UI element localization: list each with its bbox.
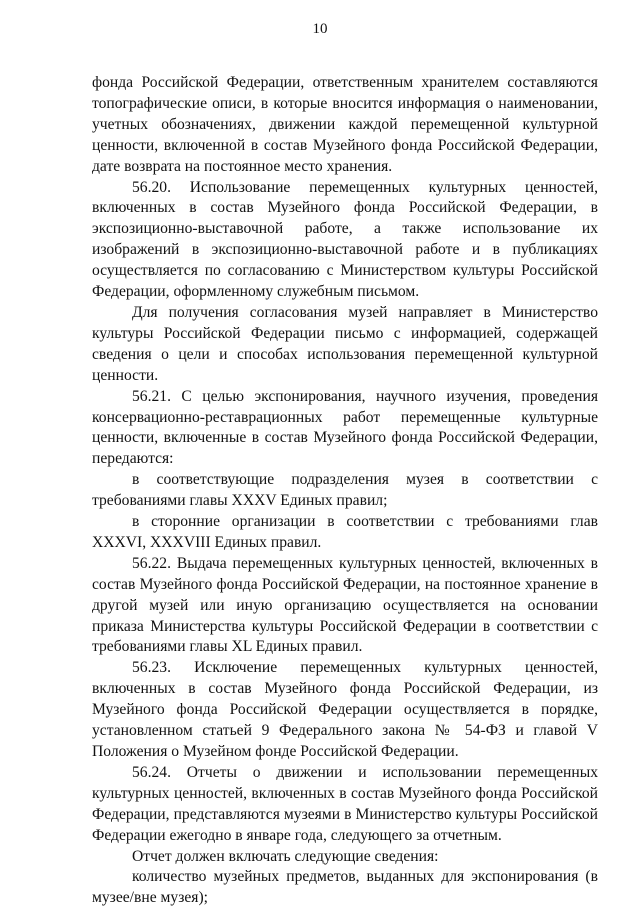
paragraph-report-contents: Отчет должен включать следующие сведения: [132,847,439,865]
paragraph-56-21: 56.21. С целью экспонирования, научного изучения, проведения консервационно-реставрационных работ перемещенные культурные ценности, включенные в состав Музейного фонда Российской Федерации, передаются: [92,387,598,468]
paragraph-56-22: 56.22. Выдача перемещенных культурных ценностей, включенных в состав Музейного фонда Российской Федерации, на постоянное хранение в другой музей или иную организацию осуществляется на основании приказа Министерства культуры Российской Федерации в соответствии с требованиями главы XL Единых правил. [92,554,598,656]
list-item-museum-departments: в соответствующие подразделения музея в соответствии с требованиями главы XXXV Единых правил; [92,471,598,510]
paragraph-56-23: 56.23. Исключение перемещенных культурных ценностей, включенных в состав Музейного фонда Российской Федерации, из Музейного фонда Российской Федерации осуществляется в порядке, установленном статьей 9 Федерального закона № 54-ФЗ и главой V Положения о Музейном фонде Российской Федерации. [92,659,598,760]
list-item-external-organizations: в сторонние организации в соответствии с требованиями глав XXXVI, XXXVIII Единых правил. [92,513,598,551]
paragraph-56-20: 56.20. Использование перемещенных культурных ценностей, включенных в состав Музейного фонда Российской Федерации, в экспозиционно-выставочной работе, а также использование их изображений в экспозиционно-выставочной работе и в публикациях осуществляется по согласованию с Министерством культуры Российской Федерации, оформленному служебным письмом. [92,178,598,301]
document-body [92,73,598,909]
paragraph-continuation: фонда Российской Федерации, ответственным хранителем составляются топографические описи, в которые вносится информация о наименовании, учетных обозначениях, движении каждой перемещенной культурной ценности, включенной в состав Музейного фонда Российской Федерации, дате возврата на постоянное место хранения. [92,74,598,175]
page-number: 10 [312,21,328,37]
paragraph-56-24: 56.24. Отчеты о движении и использовании перемещенных культурных ценностей, включенных в состав Музейного фонда Российской Федерации, представляются музеями в Министерство культуры Российской Федерации ежегодно в январе года, следующего за отчетным. [92,763,598,844]
paragraph-approval-request: Для получения согласования музей направляет в Министерство культуры Российской Федерации письмо с информацией, содержащей сведения о цели и способах использования перемещенной культурной ценности. [92,303,598,384]
list-item-exhibited-items-count: количество музейных предметов, выданных для экспонирования (в музее/вне музея); [92,868,598,907]
